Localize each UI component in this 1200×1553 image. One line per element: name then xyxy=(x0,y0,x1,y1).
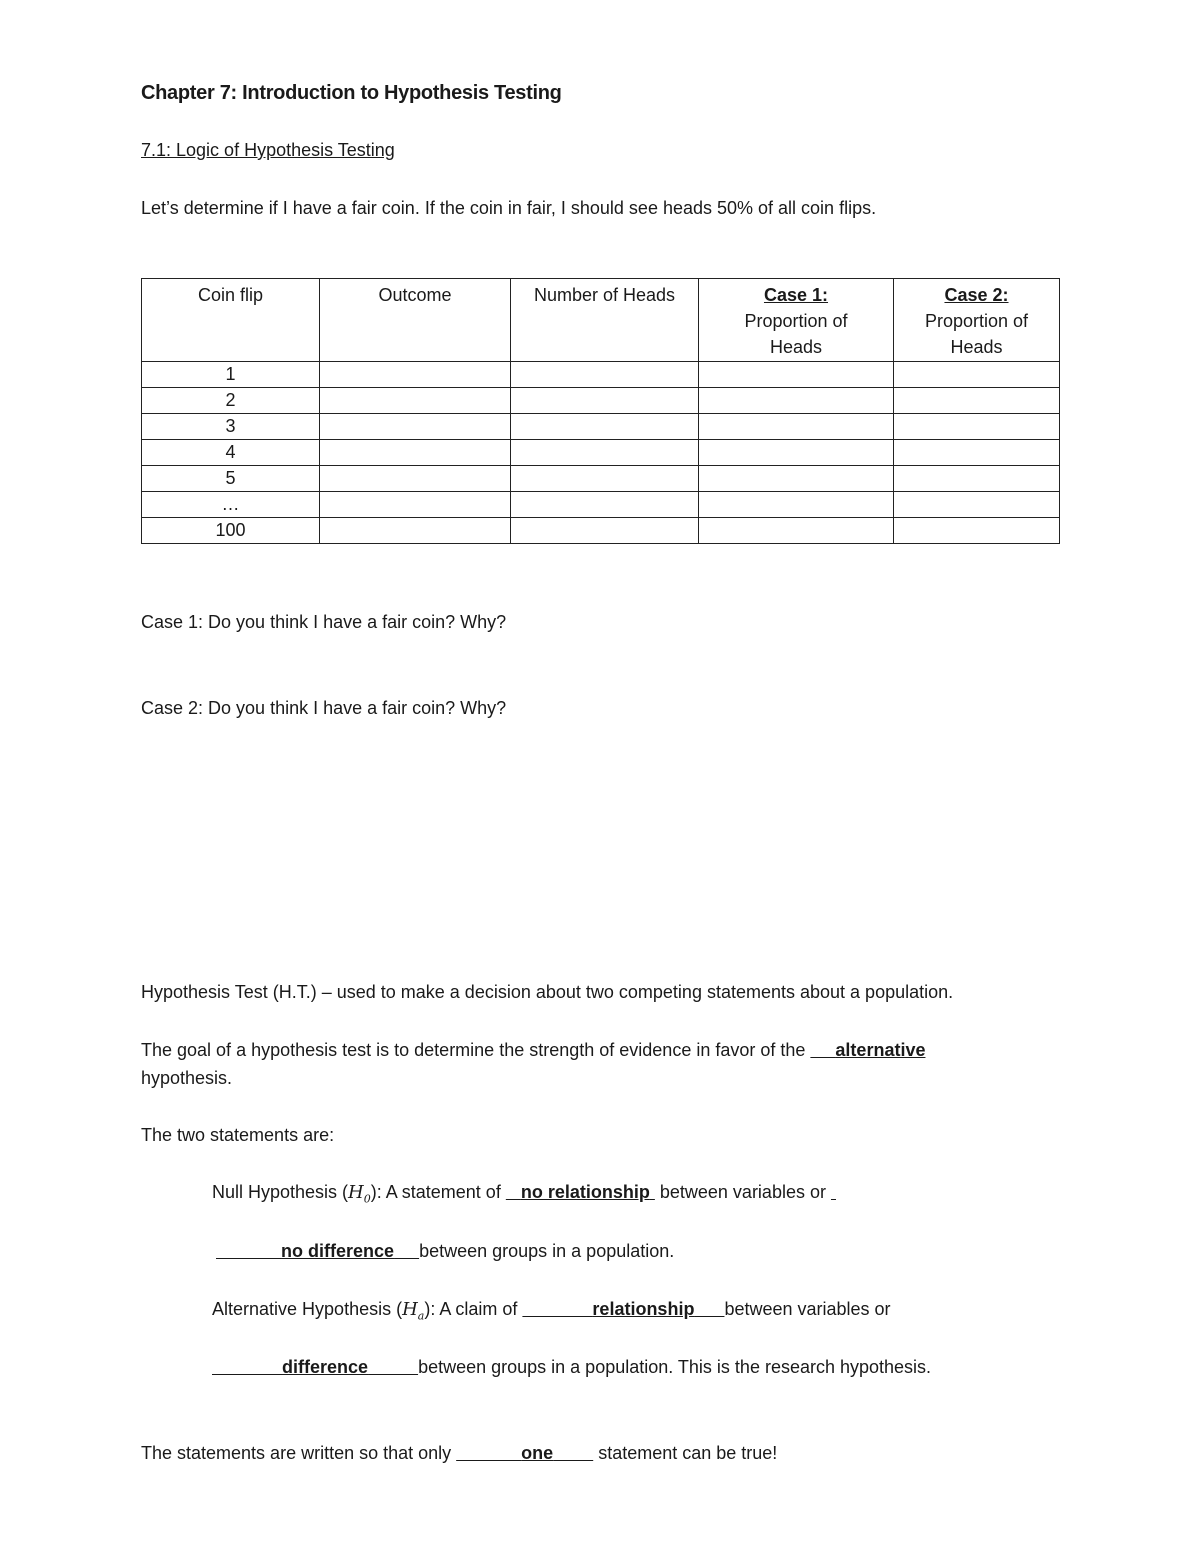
outcome-cell[interactable] xyxy=(320,414,511,440)
case-2-cell[interactable] xyxy=(894,388,1060,414)
case-2-cell[interactable] xyxy=(894,492,1060,518)
table-row xyxy=(142,362,1060,388)
case-1-cell[interactable] xyxy=(699,440,894,466)
blank-line xyxy=(216,1241,281,1261)
blank-line xyxy=(553,1443,593,1463)
outcome-cell[interactable] xyxy=(320,492,511,518)
case-1-cell[interactable] xyxy=(699,414,894,440)
number-of-heads-cell[interactable] xyxy=(511,466,699,492)
alt-label-start: Alternative Hypothesis ( xyxy=(212,1299,403,1319)
coin-flip-number: 3 xyxy=(142,414,320,440)
case-2-label: Case 2: xyxy=(944,285,1009,305)
table-header-row xyxy=(142,279,1060,362)
number-of-heads-cell[interactable] xyxy=(511,414,699,440)
null-label-start: Null Hypothesis ( xyxy=(212,1182,349,1202)
case-2-cell[interactable] xyxy=(894,466,1060,492)
blank-line xyxy=(810,1040,835,1060)
goal-sentence-end: hypothesis. xyxy=(141,1068,233,1088)
table-row xyxy=(142,466,1060,492)
answer-one: one xyxy=(521,1443,554,1463)
final-after: statement can be true! xyxy=(593,1443,778,1463)
case-1-cell[interactable] xyxy=(699,388,894,414)
blank-line xyxy=(368,1357,418,1377)
answer-no-relationship: no relationship xyxy=(520,1182,650,1202)
alt-symbol: H xyxy=(402,1299,418,1320)
alt-end: between groups in a population. This is the research hypothesis. xyxy=(418,1357,932,1377)
case-2-cell[interactable] xyxy=(894,440,1060,466)
answer-difference: difference xyxy=(282,1357,369,1377)
number-of-heads-cell[interactable] xyxy=(511,518,699,544)
table-row xyxy=(142,518,1060,544)
alternative-hypothesis-line xyxy=(212,1297,891,1329)
null-hypothesis-line-2 xyxy=(216,1239,674,1263)
outcome-cell[interactable] xyxy=(320,518,511,544)
header-coin-flip: Coin flip xyxy=(142,279,320,362)
alternative-hypothesis-line-2 xyxy=(212,1355,931,1379)
case-1-label: Case 1: xyxy=(763,285,829,305)
coin-flip-number: … xyxy=(142,492,320,518)
goal-text: The goal of a hypothesis test is to determine the strength of evidence in favor of the xyxy=(141,1040,811,1060)
header-case-1 xyxy=(699,279,894,362)
case-2-question: Case 2: Do you think I have a fair coin? Why? xyxy=(141,698,507,718)
coin-flip-number: 5 xyxy=(142,466,320,492)
null-label-end: ): A statement of xyxy=(370,1182,506,1202)
blank-line xyxy=(456,1443,521,1463)
alt-label-end: ): A claim of xyxy=(424,1299,523,1319)
answer-alternative: alternative xyxy=(835,1040,926,1060)
number-of-heads-cell[interactable] xyxy=(511,440,699,466)
case-2-cell[interactable] xyxy=(894,518,1060,544)
outcome-cell[interactable] xyxy=(320,388,511,414)
blank-line xyxy=(831,1182,836,1202)
intro-text: Let’s determine if I have a fair coin. If the coin in fair, I should see heads 50% of all coin flips. xyxy=(141,198,877,218)
final-sentence xyxy=(141,1441,777,1465)
table-row xyxy=(142,440,1060,466)
page-title: Chapter 7: Introduction to Hypothesis Testing xyxy=(141,82,562,104)
case-2-cell[interactable] xyxy=(894,362,1060,388)
coin-flip-number: 100 xyxy=(142,518,320,544)
final-before: The statements are written so that only xyxy=(141,1443,457,1463)
case-1-cell[interactable] xyxy=(699,466,894,492)
case-1-cell[interactable] xyxy=(699,492,894,518)
answer-relationship: relationship xyxy=(592,1299,695,1319)
alt-middle: between variables or xyxy=(724,1299,891,1319)
case-1-text: Proportion of Heads xyxy=(744,311,848,357)
header-case-2 xyxy=(894,279,1060,362)
case-2-cell[interactable] xyxy=(894,414,1060,440)
case-1-cell[interactable] xyxy=(699,362,894,388)
coin-flip-number: 4 xyxy=(142,440,320,466)
null-symbol: H xyxy=(348,1182,364,1203)
coin-flip-table xyxy=(141,278,1060,544)
blank-line xyxy=(506,1182,521,1202)
null-subscript: 0 xyxy=(363,1192,371,1206)
two-statements: The two statements are: xyxy=(141,1125,335,1145)
coin-flip-number: 1 xyxy=(142,362,320,388)
null-end: between groups in a population. xyxy=(419,1241,675,1261)
blank-line xyxy=(522,1299,592,1319)
header-outcome: Outcome xyxy=(320,279,511,362)
table-row xyxy=(142,492,1060,518)
case-2-text: Proportion of Heads xyxy=(924,311,1029,357)
case-1-question: Case 1: Do you think I have a fair coin? Why? xyxy=(141,612,507,632)
goal-sentence xyxy=(141,1038,925,1062)
number-of-heads-cell[interactable] xyxy=(511,388,699,414)
blank-line xyxy=(694,1299,724,1319)
header-number-of-heads: Number of Heads xyxy=(511,279,699,362)
alt-subscript: a xyxy=(417,1309,425,1323)
coin-flip-number: 2 xyxy=(142,388,320,414)
ht-definition: Hypothesis Test (H.T.) – used to make a decision about two competing statements about a population. xyxy=(141,982,954,1002)
case-1-cell[interactable] xyxy=(699,518,894,544)
table-row xyxy=(142,414,1060,440)
null-hypothesis-line xyxy=(212,1180,836,1212)
outcome-cell[interactable] xyxy=(320,440,511,466)
number-of-heads-cell[interactable] xyxy=(511,492,699,518)
outcome-cell[interactable] xyxy=(320,362,511,388)
section-heading: 7.1: Logic of Hypothesis Testing xyxy=(141,140,395,160)
blank-line xyxy=(212,1357,282,1377)
blank-line xyxy=(394,1241,419,1261)
number-of-heads-cell[interactable] xyxy=(511,362,699,388)
table-row xyxy=(142,388,1060,414)
outcome-cell[interactable] xyxy=(320,466,511,492)
null-middle: between variables or xyxy=(654,1182,831,1202)
answer-no-difference: no difference xyxy=(281,1241,395,1261)
